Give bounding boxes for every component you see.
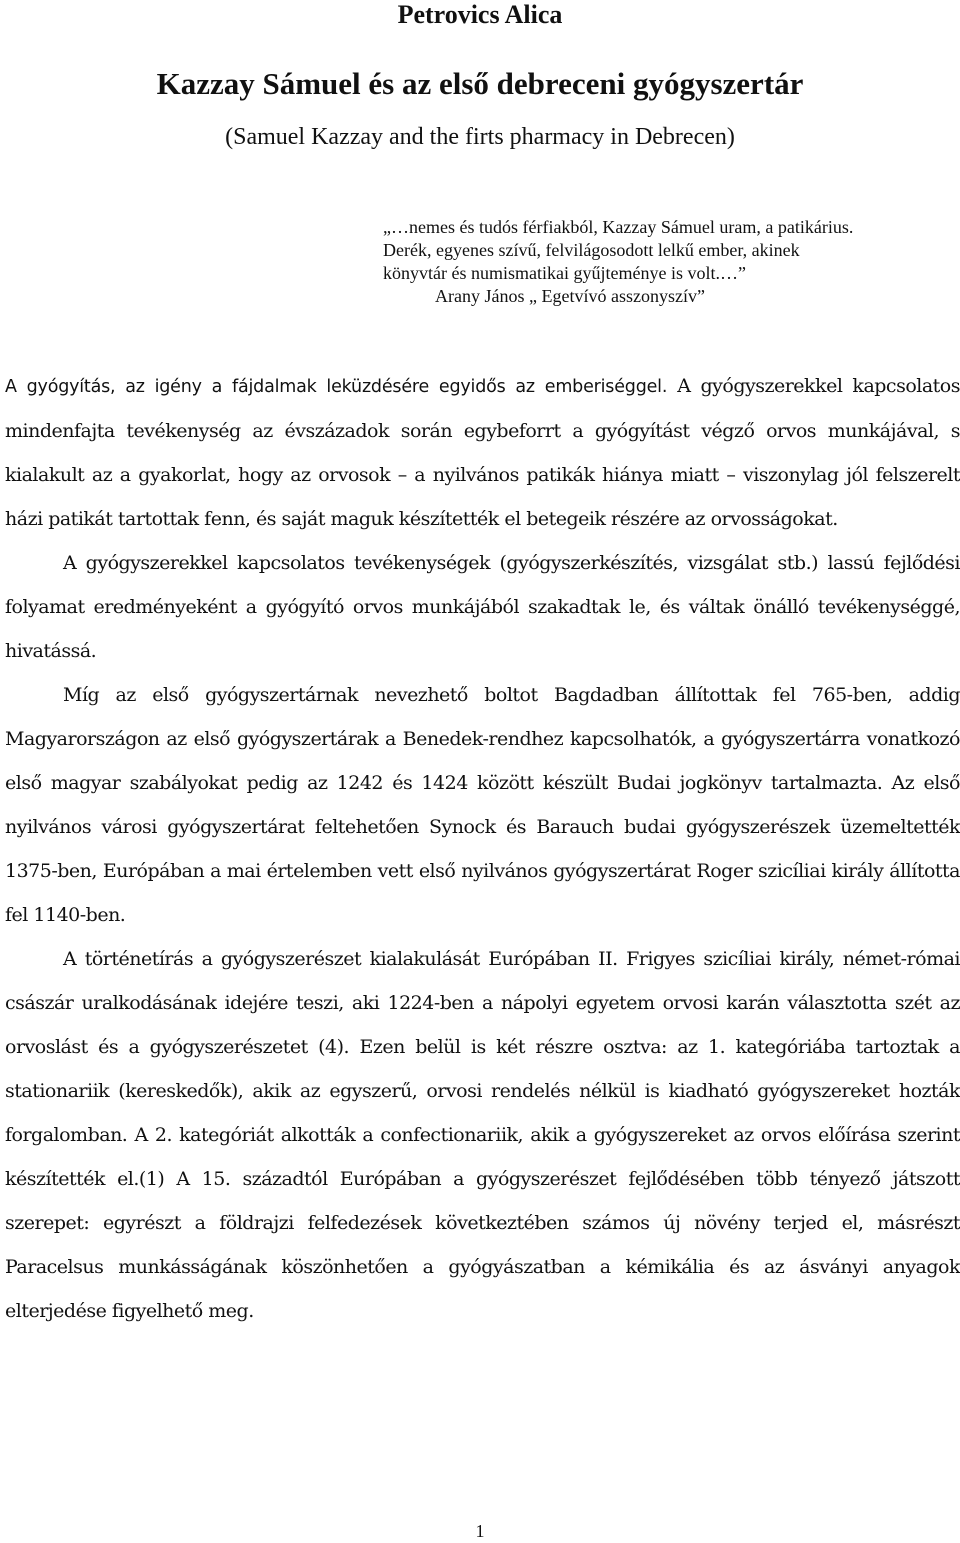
- paragraph: [5, 364, 960, 541]
- document-title: Kazzay Sámuel és az első debreceni gyógyszertár: [156, 66, 804, 101]
- epigraph-source: Arany János „ Egetvívó asszonyszív”: [435, 286, 705, 306]
- page-number: 1: [475, 1521, 485, 1541]
- paragraph: A történetírás a gyógyszerészet kialakulását Európában II. Frigyes szicíliai király, német-római császár uralkodásának idejére teszi, aki 1224-ben a nápolyi egyetem orvosi karán választotta szét az orvoslást és a gyógyszerészetet (4). Ezen belül is két részre osztva: az 1. kategóriába tartoztak a stationariik (kereskedők), akik az egyszerű, orvosi rendelés nélkül is kiadható gyógyszereket hozták forgalomban. A 2. kategóriát alkották a confectionariik, akik a gyógyszereket az orvos előírása szerint készítették el.(1) A 15. századtól Európában a gyógyszerészet fejlődésében több tényező játszott szerepet: egyrészt a földrajzi felfedezések következtében számos új növény terjed el, másrészt Paracelsus munkásságának köszönhetően a gyógyászatban a kémikália és az ásványi anyagok elterjedése figyelhető meg.: [5, 948, 960, 1322]
- paragraph: Míg az első gyógyszertárnak nevezhető boltot Bagdadban állítottak fel 765-ben, addig Magyarországon az első gyógyszertárak a Benedek-rendhez kapcsolhatók, a gyógyszertárra vonatkozó első magyar szabályokat pedig az 1242 és 1424 között készült Budai jogkönyv tartalmazta. Az első nyilvános városi gyógyszertárat feltehetően Synock és Barauch budai gyógyszerészek üzemeltették 1375-ben, Európában a mai értelemben vett első nyilvános gyógyszertárat Roger szicíliai király állította fel 1140-ben.: [5, 684, 960, 926]
- paragraph-text: A gyógyszerekkel kapcsolatos mindenfajta tevékenység az évszázadok során egybeforrt a gyógyítást végző orvos munkájával, s kialakult az a gyakorlat, hogy az orvosok – a nyilvános patikák hiánya miatt – viszonylag jól felszerelt házi patikát tartottak fenn, és saját maguk készítették el betegeik részére az orvosságokat.: [5, 375, 960, 530]
- epigraph-line: könyvtár és numismatikai gyűjteménye is volt.…”: [383, 263, 746, 283]
- epigraph: [383, 216, 943, 308]
- document-subtitle: (Samuel Kazzay and the firts pharmacy in Debrecen): [225, 124, 735, 150]
- author-name: Petrovics Alica: [397, 0, 563, 29]
- body-text: [5, 364, 960, 1333]
- paragraph: A gyógyszerekkel kapcsolatos tevékenységek (gyógyszerkészítés, vizsgálat stb.) lassú fejlődési folyamat eredményeként a gyógyító orvos munkájából szakadtak le, és váltak önálló tevékenységgé, hivatássá.: [5, 552, 960, 662]
- epigraph-line: „…nemes és tudós férfiakból, Kazzay Sámuel uram, a patikárius.: [383, 217, 854, 237]
- epigraph-line: Derék, egyenes szívű, felvilágosodott lelkű ember, akinek: [383, 240, 800, 260]
- paragraph-lead: A gyógyítás, az igény a fájdalmak leküzdésére egyidős az emberiséggel.: [5, 377, 668, 397]
